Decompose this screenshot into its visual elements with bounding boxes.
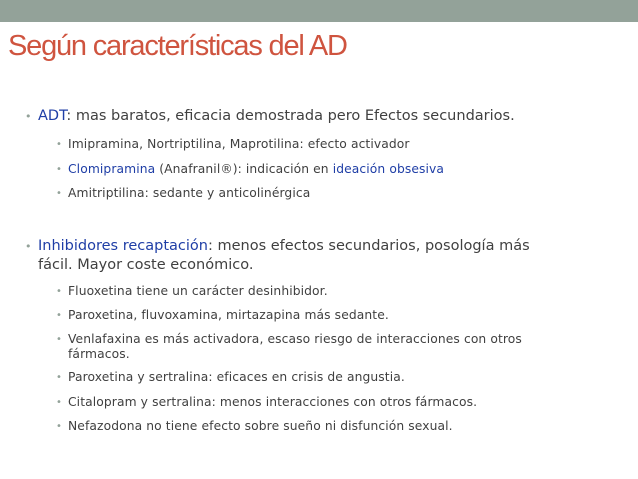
term-adt: ADT (38, 108, 67, 124)
sub-bullet-paroxetina-sertralina (56, 370, 568, 385)
sub-bullet-text: Fluoxetina tiene un carácter desinhibidor. (68, 284, 328, 298)
sub-bullet-text: Amitriptilina: sedante y anticolinérgica (68, 186, 311, 200)
term-clomipramina: Clomipramina (68, 162, 156, 176)
sub-bullet-text: Paroxetina, fluvoxamina, mirtazapina más sedante. (68, 308, 389, 322)
sub-bullet-text: Paroxetina y sertralina: eficaces en crisis de angustia. (68, 370, 405, 384)
sub-bullet-imipramina (56, 137, 568, 152)
term-ideacion-obsesiva: ideación obsesiva (332, 162, 445, 176)
sub-bullet-venlafaxina (56, 332, 568, 362)
sub-bullet-text: Citalopram y sertralina: menos interacciones con otros fármacos. (68, 395, 478, 409)
bullet-dot: • (56, 139, 62, 150)
sub-bullet-paroxetina-sedante (56, 308, 568, 323)
inhibidores-description-line2: fácil. Mayor coste económico. (38, 257, 254, 273)
bullet-dot: • (25, 110, 32, 123)
adt-description: : mas baratos, eficacia demostrada pero Efectos secundarios. (66, 108, 515, 124)
bullet-dot: • (56, 421, 62, 432)
slide-title: Según características del AD (8, 30, 347, 62)
bullet-dot: • (56, 334, 62, 345)
sub-bullet-nefazodona (56, 419, 568, 434)
sub-bullet-fluoxetina (56, 284, 568, 299)
sub-bullet-text-line2: fármacos. (68, 347, 130, 361)
inhibidores-description-line1: : menos efectos secundarios, posología más (207, 238, 530, 254)
sub-bullet-text: Nefazodona no tiene efecto sobre sueño ni disfunción sexual. (68, 419, 453, 433)
bullet-dot: • (56, 372, 62, 383)
bullet-dot: • (56, 397, 62, 408)
sub-bullet-clomipramina (56, 162, 568, 177)
sub-bullet-amitriptilina (56, 186, 568, 201)
bullet-dot: • (25, 240, 32, 253)
sub-bullet-citalopram (56, 395, 568, 410)
bullet-dot: • (56, 164, 62, 175)
clomipramina-mid: (Anafranil®): indicación en (155, 162, 333, 176)
bullet-dot: • (56, 188, 62, 199)
sub-bullet-text: Imipramina, Nortriptilina, Maprotilina: efecto activador (68, 137, 410, 151)
bullet-dot: • (56, 310, 62, 321)
bullet-adt (25, 107, 608, 126)
sub-bullet-text-line1: Venlafaxina es más activadora, escaso riesgo de interacciones con otros (68, 332, 522, 346)
term-inhibidores-recaptacion: Inhibidores recaptación (38, 238, 208, 254)
bullet-inhibidores (25, 237, 608, 275)
bullet-dot: • (56, 286, 62, 297)
